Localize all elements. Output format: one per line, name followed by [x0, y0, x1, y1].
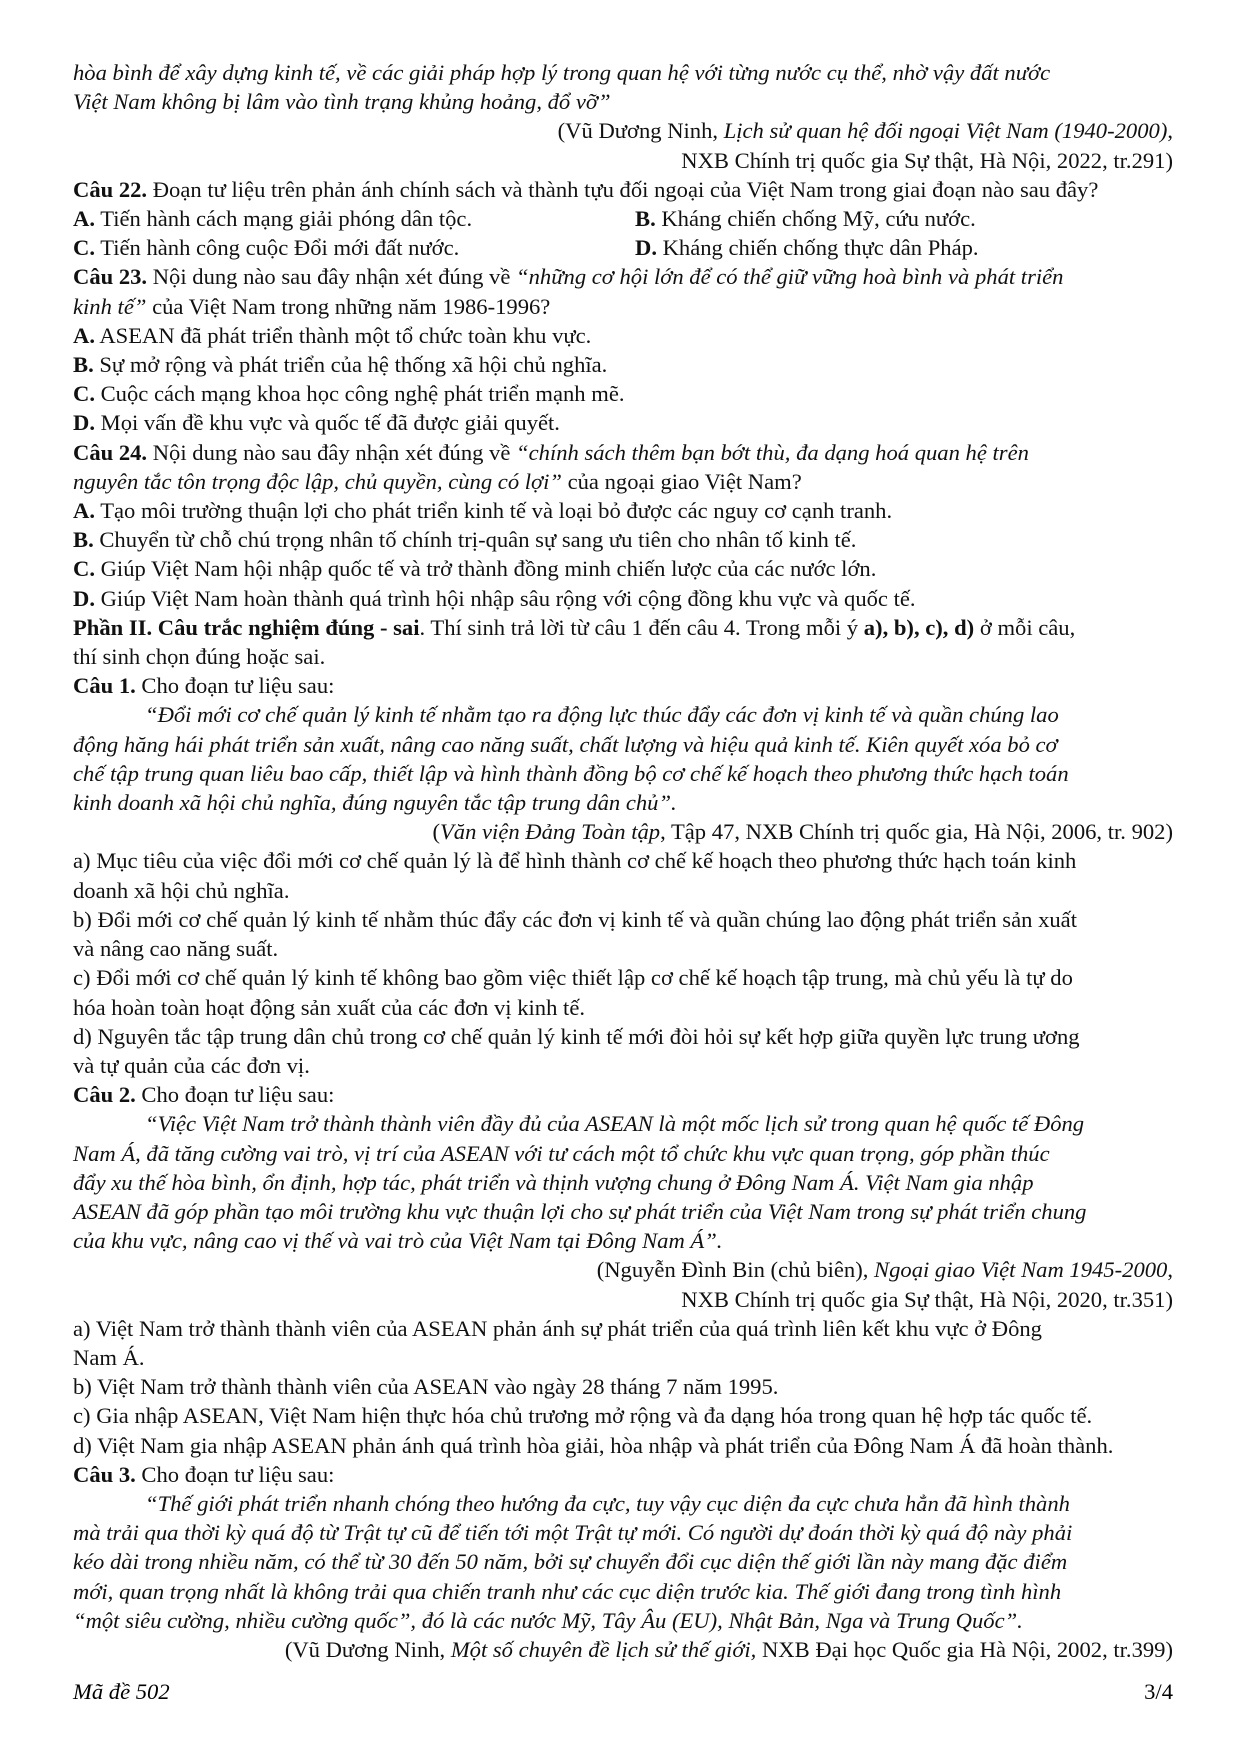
statement-d-cont: và tự quản của các đơn vị.	[73, 1052, 310, 1078]
option-b: B. Chuyển từ chỗ chú trọng nhân tố chính trị-quân sự sang ưu tiên cho nhân tố kinh tế.	[73, 527, 857, 553]
option-a: A. Tạo môi trường thuận lợi cho phát triển kinh tế và loại bỏ được các nguy cơ cạnh tranh.	[73, 498, 893, 524]
statement-a-cont: doanh xã hội chủ nghĩa.	[73, 877, 290, 903]
quote-line: “Thế giới phát triển nhanh chóng theo hướng đa cực, tuy vậy cục diện đa cực chưa hẳn đã hình thành	[145, 1490, 1070, 1516]
statement-b-cont: và nâng cao năng suất.	[73, 936, 279, 962]
quote-line: của khu vực, nâng cao vị thế và vai trò của Việt Nam tại Đông Nam Á”.	[73, 1228, 723, 1254]
quote-line: động hăng hái phát triển sản xuất, nâng cao năng suất, chất lượng và hiệu quả kinh tế. Kiên quyết xóa bỏ cơ	[73, 731, 1058, 757]
quote-line: Nam Á, đã tăng cường vai trò, vị trí của ASEAN với tư cách một tổ chức khu vực quan trọng, góp phần thúc	[73, 1140, 1050, 1166]
question-label: Câu 24.	[73, 439, 148, 465]
exam-code: Mã đề 502	[73, 1679, 170, 1704]
option-d: D. Mọi vấn đề khu vực và quốc tế đã được giải quyết.	[73, 410, 560, 436]
source-citation: (Văn viện Đảng Toàn tập, Tập 47, NXB Chính trị quốc gia, Hà Nội, 2006, tr. 902)	[432, 819, 1173, 845]
quote-line: ASEAN đã góp phần tạo môi trường khu vực thuận lợi cho sự phát triển của Việt Nam trong sự phát triển chung	[73, 1198, 1087, 1224]
option-row: A. Tiến hành cách mạng giải phóng dân tộc. B. Kháng chiến chống Mỹ, cứu nước.	[73, 206, 976, 232]
quote-line: chế tập trung quan liêu bao cấp, thiết lập và hình thành đồng bộ cơ chế kế hoạch theo phương thức hạch toán	[73, 760, 1069, 786]
tf-question-2: Câu 2. Cho đoạn tư liệu sau:	[73, 1082, 335, 1108]
option-a: A. ASEAN đã phát triển thành một tổ chức toàn khu vực.	[73, 322, 592, 348]
quote-line: “Việc Việt Nam trở thành thành viên đầy đủ của ASEAN là một mốc lịch sử trong quan hệ quốc tế Đông	[145, 1111, 1085, 1137]
exam-page	[73, 58, 1173, 1664]
quote-line: hòa bình để xây dựng kinh tế, về các giải pháp hợp lý trong quan hệ với từng nước cụ thể, nhờ vậy đất nước	[73, 60, 1051, 85]
quote-line: “một siêu cường, nhiều cường quốc”, đó là các nước Mỹ, Tây Âu (EU), Nhật Bản, Nga và Trung Quốc”.	[73, 1607, 1023, 1633]
source-citation: NXB Chính trị quốc gia Sự thật, Hà Nội, 2022, tr.291)	[681, 147, 1173, 173]
option-d: D. Giúp Việt Nam hoàn thành quá trình hội nhập sâu rộng với cộng đồng khu vực và quốc tế.	[73, 585, 916, 611]
quote-line: mà trải qua thời kỳ quá độ từ Trật tự cũ để tiến tới một Trật tự mới. Có người dự đoán thời kỳ quá độ này phải	[73, 1520, 1073, 1546]
question-label: Câu 22.	[73, 176, 148, 202]
source-citation: (Vũ Dương Ninh, Một số chuyên đề lịch sử thế giới, NXB Đại học Quốc gia Hà Nội, 2002, tr.399)	[284, 1636, 1173, 1662]
statement-b: b) Đổi mới cơ chế quản lý kinh tế nhằm thúc đẩy các đơn vị kinh tế và quần chúng lao động phát triển sản xuất	[73, 906, 1077, 932]
quote-line: “Đổi mới cơ chế quản lý kinh tế nhằm tạo ra động lực thúc đẩy các đơn vị kinh tế và quần chúng lao	[145, 702, 1059, 728]
question-label: Câu 23.	[73, 264, 148, 290]
quote-line: Việt Nam không bị lâm vào tình trạng khủng hoảng, đổ vỡ”	[73, 89, 611, 115]
statement-c-cont: hóa hoàn toàn hoạt động sản xuất của các đơn vị kinh tế.	[73, 994, 585, 1020]
tf-question-3: Câu 3. Cho đoạn tư liệu sau:	[73, 1461, 335, 1487]
quote-line: kinh doanh xã hội chủ nghĩa, đúng nguyên tắc tập trung dân chủ”.	[73, 790, 677, 816]
question-22: Câu 22. Đoạn tư liệu trên phản ánh chính sách và thành tựu đối ngoại của Việt Nam trong giai đoạn nào sau đây?	[73, 176, 1099, 202]
question-24-cont: nguyên tắc tôn trọng độc lập, chủ quyền, cùng có lợi” của ngoại giao Việt Nam?	[73, 468, 802, 494]
statement-a: a) Mục tiêu của việc đổi mới cơ chế quản lý là để hình thành cơ chế kế hoạch theo phương thức hạch toán kinh	[73, 848, 1077, 874]
option-row: C. Tiến hành công cuộc Đổi mới đất nước. D. Kháng chiến chống thực dân Pháp.	[73, 235, 979, 261]
part-2-instruction: thí sinh chọn đúng hoặc sai.	[73, 644, 326, 670]
option-c: C. Cuộc cách mạng khoa học công nghệ phát triển mạnh mẽ.	[73, 381, 625, 407]
source-citation: (Nguyễn Đình Bin (chủ biên), Ngoại giao Việt Nam 1945-2000,	[596, 1257, 1173, 1283]
statement-d: d) Việt Nam gia nhập ASEAN phản ánh quá trình hòa giải, hòa nhập và phát triển của Đông Nam Á đã hoàn thành.	[73, 1432, 1114, 1458]
statement-c: c) Gia nhập ASEAN, Việt Nam hiện thực hóa chủ trương mở rộng và đa dạng hóa trong quan hệ hợp tác quốc tế.	[73, 1403, 1093, 1429]
source-citation: (Vũ Dương Ninh, Lịch sử quan hệ đối ngoại Việt Nam (1940-2000),	[557, 118, 1173, 144]
statement-a: a) Việt Nam trở thành thành viên của ASEAN phản ánh sự phát triển của quá trình liên kết khu vực ở Đông	[73, 1315, 1042, 1341]
statement-b: b) Việt Nam trở thành thành viên của ASEAN vào ngày 28 tháng 7 năm 1995.	[73, 1374, 779, 1400]
page-footer	[73, 1679, 1173, 1705]
tf-question-1: Câu 1. Cho đoạn tư liệu sau:	[73, 673, 335, 699]
part-2-heading: Phần II. Câu trắc nghiệm đúng - sai. Thí sinh trả lời từ câu 1 đến câu 4. Trong mỗi ý a), b), c), d) ở mỗi câu,	[73, 614, 1076, 640]
question-23: Câu 23. Nội dung nào sau đây nhận xét đúng về “những cơ hội lớn để có thể giữ vững hoà bình và phát triển	[73, 264, 1064, 290]
option-b: B. Sự mở rộng và phát triển của hệ thống xã hội chủ nghĩa.	[73, 352, 608, 378]
quote-line: đẩy xu thế hòa bình, ổn định, hợp tác, phát triển và thịnh vượng chung ở Đông Nam Á. Việt Nam gia nhập	[73, 1169, 1034, 1195]
source-citation: NXB Chính trị quốc gia Sự thật, Hà Nội, 2020, tr.351)	[681, 1286, 1173, 1312]
option-c: C. Giúp Việt Nam hội nhập quốc tế và trở thành đồng minh chiến lược của các nước lớn.	[73, 556, 877, 582]
question-23-cont: kinh tế” của Việt Nam trong những năm 1986-1996?	[73, 293, 551, 319]
quote-line: kéo dài trong nhiều năm, có thể từ 30 đến 50 năm, bởi sự chuyển đổi cục diện thế giới lần này mang đặc điểm	[73, 1549, 1068, 1575]
quote-line: mới, quan trọng nhất là không trải qua chiến tranh như các cục diện trước kia. Thế giới đang trong tình hình	[73, 1578, 1062, 1604]
statement-a-cont: Nam Á.	[73, 1344, 145, 1370]
statement-d: d) Nguyên tắc tập trung dân chủ trong cơ chế quản lý kinh tế mới đòi hỏi sự kết hợp giữa quyền lực trung ương	[73, 1023, 1080, 1049]
statement-c: c) Đổi mới cơ chế quản lý kinh tế không bao gồm việc thiết lập cơ chế kế hoạch tập trung, mà chủ yếu là tự do	[73, 965, 1073, 991]
question-24: Câu 24. Nội dung nào sau đây nhận xét đúng về “chính sách thêm bạn bớt thù, đa dạng hoá quan hệ trên	[73, 439, 1029, 465]
page-number: 3/4	[1144, 1679, 1173, 1704]
